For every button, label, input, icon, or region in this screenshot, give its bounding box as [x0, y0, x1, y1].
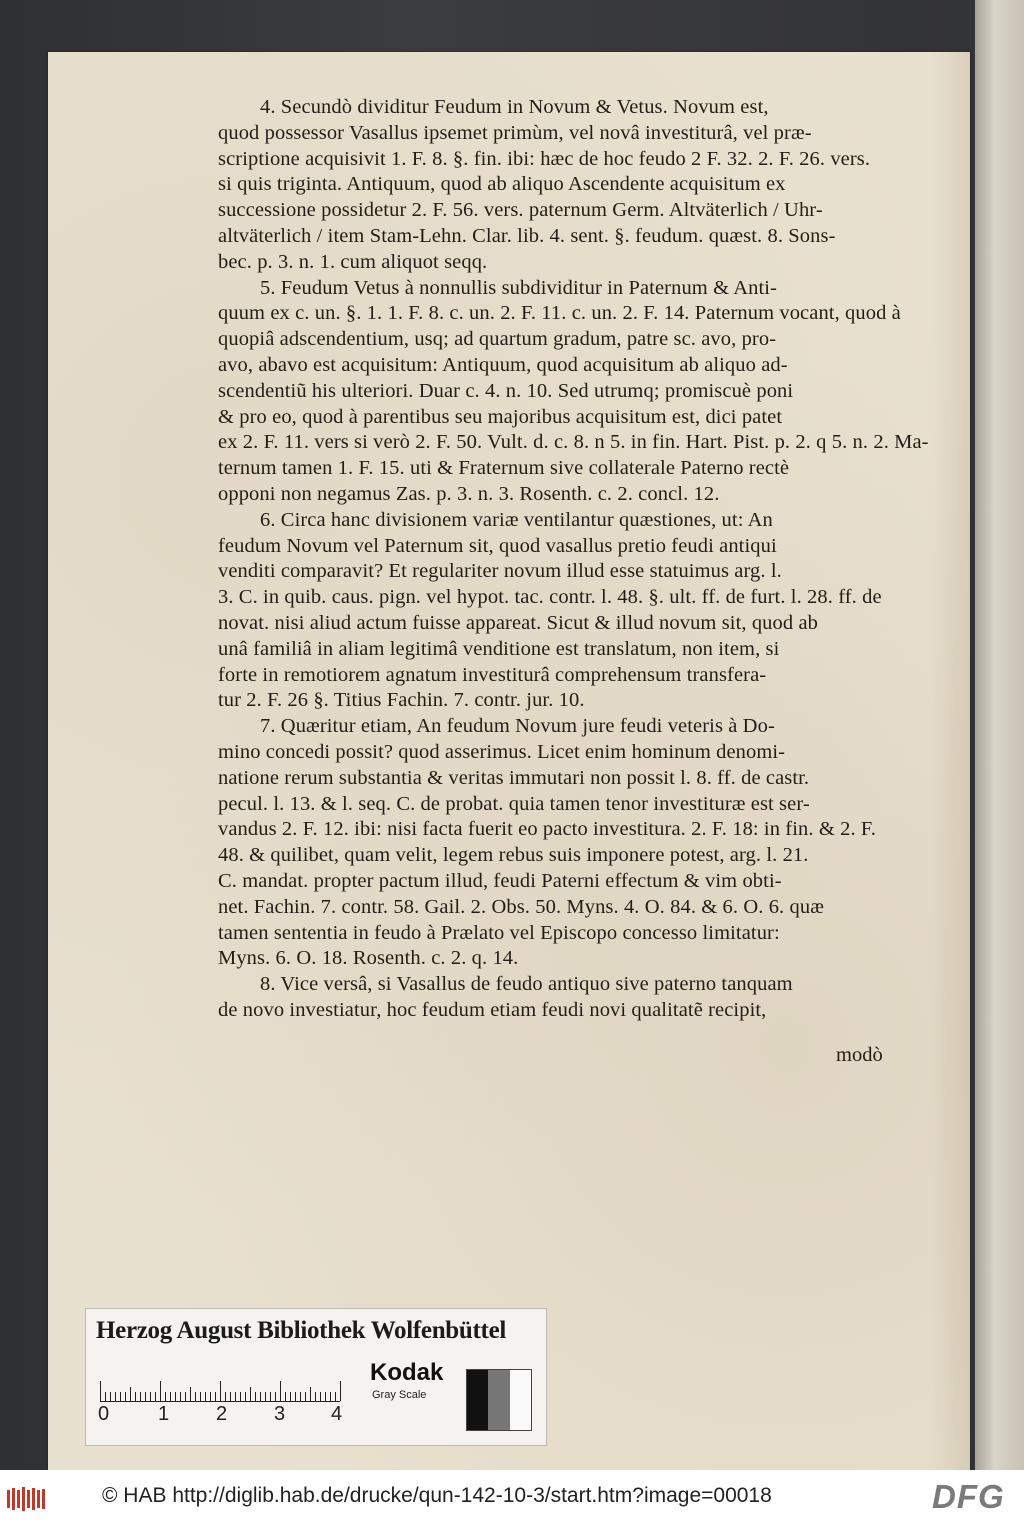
text-line: 6. Circa hanc divisionem variæ ventilantur quæstiones, ut: An	[260, 508, 773, 531]
ruler-tick	[310, 1387, 311, 1401]
ruler-tick	[280, 1381, 281, 1401]
gray-patch-white	[510, 1370, 531, 1430]
ruler-tick	[230, 1392, 231, 1401]
text-line: 7. Quæritur etiam, An feudum Novum jure feudi veteris à Do-	[260, 715, 775, 738]
text-line: scendentiũ his ulteriori. Duar c. 4. n. 10. Sed utrumq; promiscuè poni	[218, 379, 794, 402]
gray-patch-mid	[488, 1370, 509, 1430]
ruler-tick	[175, 1392, 176, 1401]
ruler-tick	[320, 1392, 321, 1401]
text-line: altväterlich / item Stam-Lehn. Clar. lib. 4. sent. §. feudum. quæst. 8. Sons-	[218, 224, 836, 247]
scan-board-edge	[975, 0, 1024, 1470]
ruler-tick	[170, 1392, 171, 1401]
ruler-number: 0	[98, 1403, 110, 1425]
ruler-tick	[130, 1387, 131, 1401]
text-line: pecul. l. 13. & l. seq. C. de probat. quia tamen tenor investituræ est ser-	[218, 792, 810, 815]
ruler-tick	[240, 1392, 241, 1401]
page-shadow	[930, 52, 970, 1470]
ruler-number: 1	[158, 1403, 170, 1425]
ruler-tick	[270, 1392, 271, 1401]
text-line: quod possessor Vasallus ipsemet primùm, vel novâ investiturâ, vel præ-	[218, 121, 812, 144]
ruler-tick	[335, 1392, 336, 1401]
ruler-tick	[265, 1392, 266, 1401]
ruler-tick	[330, 1392, 331, 1401]
ruler-tick	[140, 1392, 141, 1401]
ruler-tick	[100, 1381, 101, 1401]
ruler-tick	[255, 1392, 256, 1401]
text-line: 8. Vice versâ, si Vasallus de feudo antiquo sive paterno tanquam	[260, 973, 793, 996]
ruler-tick	[225, 1392, 226, 1401]
ruler-number: 4	[331, 1403, 343, 1425]
text-line: tamen sententia in feudo à Prælato vel Episcopo concesso limitatur:	[218, 921, 780, 944]
page-text	[218, 95, 933, 1024]
text-line: mino concedi possit? quod asserimus. Licet enim hominum denomi-	[218, 740, 786, 763]
ruler-tick	[290, 1392, 291, 1401]
scale-ruler	[100, 1379, 340, 1402]
text-line: si quis triginta. Antiquum, quod ab aliquo Ascendente acquisitum ex	[218, 173, 786, 196]
ruler-tick	[165, 1392, 166, 1401]
library-label-title: Herzog August Bibliothek Wolfenbüttel	[96, 1317, 507, 1344]
text-line: 5. Feudum Vetus à nonnullis subdividitur in Paternum & Anti-	[260, 276, 777, 299]
text-line: de novo investiatur, hoc feudum etiam feudi novi qualitatẽ recipit,	[218, 998, 767, 1021]
ruler-tick	[235, 1392, 236, 1401]
text-line: net. Fachin. 7. contr. 58. Gail. 2. Obs. 50. Myns. 4. O. 84. & 6. O. 6. quæ	[218, 895, 824, 918]
ruler-tick	[115, 1392, 116, 1401]
ruler-tick	[305, 1392, 306, 1401]
ruler-tick	[155, 1392, 156, 1401]
ruler-tick	[250, 1387, 251, 1401]
text-line: quum ex c. un. §. 1. 1. F. 8. c. un. 2. F. 11. c. un. 2. F. 14. Paternum vocant, quod à	[218, 302, 901, 325]
text-line: unâ familiâ in aliam legitimâ venditione est translatum, non item, si	[218, 637, 780, 660]
text-line: venditi comparavit? Et regulariter novum illud esse statuimus arg. l.	[218, 560, 782, 583]
kodak-logo: Kodak	[370, 1359, 444, 1386]
ruler-tick	[260, 1392, 261, 1401]
ruler-tick	[145, 1392, 146, 1401]
ruler-tick	[275, 1392, 276, 1401]
text-line: avo, abavo est acquisitum: Antiquum, quod acquisitum ab aliquo ad-	[218, 353, 788, 376]
ruler-tick	[160, 1381, 161, 1401]
ruler-tick	[340, 1381, 341, 1401]
text-line: quopiâ adscendentium, usq; ad quartum gradum, patre sc. avo, pro-	[218, 328, 777, 351]
ruler-tick	[300, 1392, 301, 1401]
hab-logo-icon	[6, 1486, 48, 1512]
text-line: 4. Secundò dividitur Feudum in Novum & Vetus. Novum est,	[260, 96, 769, 118]
ruler-tick	[210, 1392, 211, 1401]
library-label-card	[85, 1308, 547, 1446]
ruler-tick	[125, 1392, 126, 1401]
text-line: Myns. 6. O. 18. Rosenth. c. 2. q. 14.	[218, 947, 519, 970]
text-line: vandus 2. F. 12. ibi: nisi facta fuerit eo pacto investitura. 2. F. 18: in fin. & 2. F.	[218, 818, 876, 841]
ruler-tick	[135, 1392, 136, 1401]
ruler-tick	[205, 1392, 206, 1401]
ruler-number: 3	[274, 1403, 286, 1425]
ruler-tick	[105, 1392, 106, 1401]
text-line: tur 2. F. 26 §. Titius Fachin. 7. contr. jur. 10.	[218, 689, 585, 712]
ruler-tick	[190, 1387, 191, 1401]
ruler-tick	[120, 1392, 121, 1401]
ruler-tick	[200, 1392, 201, 1401]
kodak-subtitle: Gray Scale	[372, 1389, 427, 1401]
ruler-tick	[195, 1392, 196, 1401]
ruler-tick	[110, 1392, 111, 1401]
dfg-logo: DFG	[932, 1478, 1005, 1515]
text-line: ternum tamen 1. F. 15. uti & Fraternum sive collaterale Paterno rectè	[218, 457, 790, 480]
ruler-tick	[325, 1392, 326, 1401]
ruler-tick	[315, 1392, 316, 1401]
ruler-tick	[220, 1381, 221, 1401]
text-line: ex 2. F. 11. vers si verò 2. F. 50. Vult. d. c. 8. n 5. in fin. Hart. Pist. p. 2. q 5. n. 2. Ma-	[218, 431, 929, 454]
text-line: feudum Novum vel Paternum sit, quod vasallus pretio feudi antiqui	[218, 534, 777, 557]
ruler-tick	[185, 1392, 186, 1401]
text-line: novat. nisi aliud actum fuisse appareat. Sicut & illud novum sit, quod ab	[218, 611, 818, 634]
text-line: forte in remotiorem agnatum investiturâ comprehensum transfera-	[218, 663, 767, 686]
text-line: scriptione acquisivit 1. F. 8. §. fin. ibi: hæc de hoc feudo 2 F. 32. 2. F. 26. vers.	[218, 147, 871, 170]
ruler-tick	[150, 1392, 151, 1401]
text-line: natione rerum substantia & veritas immutari non possit l. 8. ff. de castr.	[218, 766, 810, 789]
footer-copyright-link[interactable]: © HAB http://diglib.hab.de/drucke/qun-142-10-3/start.htm?image=00018	[102, 1484, 772, 1507]
catchword: modò	[836, 1044, 883, 1066]
gray-patch-black	[467, 1370, 488, 1430]
text-line: & pro eo, quod à parentibus seu majoribus acquisitum est, dici patet	[218, 405, 783, 428]
ruler-tick	[295, 1392, 296, 1401]
ruler-tick	[285, 1392, 286, 1401]
text-line: bec. p. 3. n. 1. cum aliquot seqq.	[218, 250, 488, 273]
text-line: successione possidetur 2. F. 56. vers. paternum Germ. Altväterlich / Uhr-	[218, 199, 823, 222]
text-line: C. mandat. propter pactum illud, feudi Paterni effectum & vim obti-	[218, 869, 782, 892]
ruler-number: 2	[216, 1403, 228, 1425]
ruler-tick	[215, 1392, 216, 1401]
text-line: 3. C. in quib. caus. pign. vel hypot. tac. contr. l. 48. §. ult. ff. de furt. l. 28. ff. de	[218, 586, 882, 609]
text-line: 48. & quilibet, quam velit, legem rebus suis imponere potest, arg. l. 21.	[218, 844, 809, 867]
gray-scale-patch	[466, 1369, 532, 1431]
ruler-tick	[245, 1392, 246, 1401]
text-line: opponi non negamus Zas. p. 3. n. 3. Rosenth. c. 2. concl. 12.	[218, 482, 720, 505]
ruler-tick	[180, 1392, 181, 1401]
